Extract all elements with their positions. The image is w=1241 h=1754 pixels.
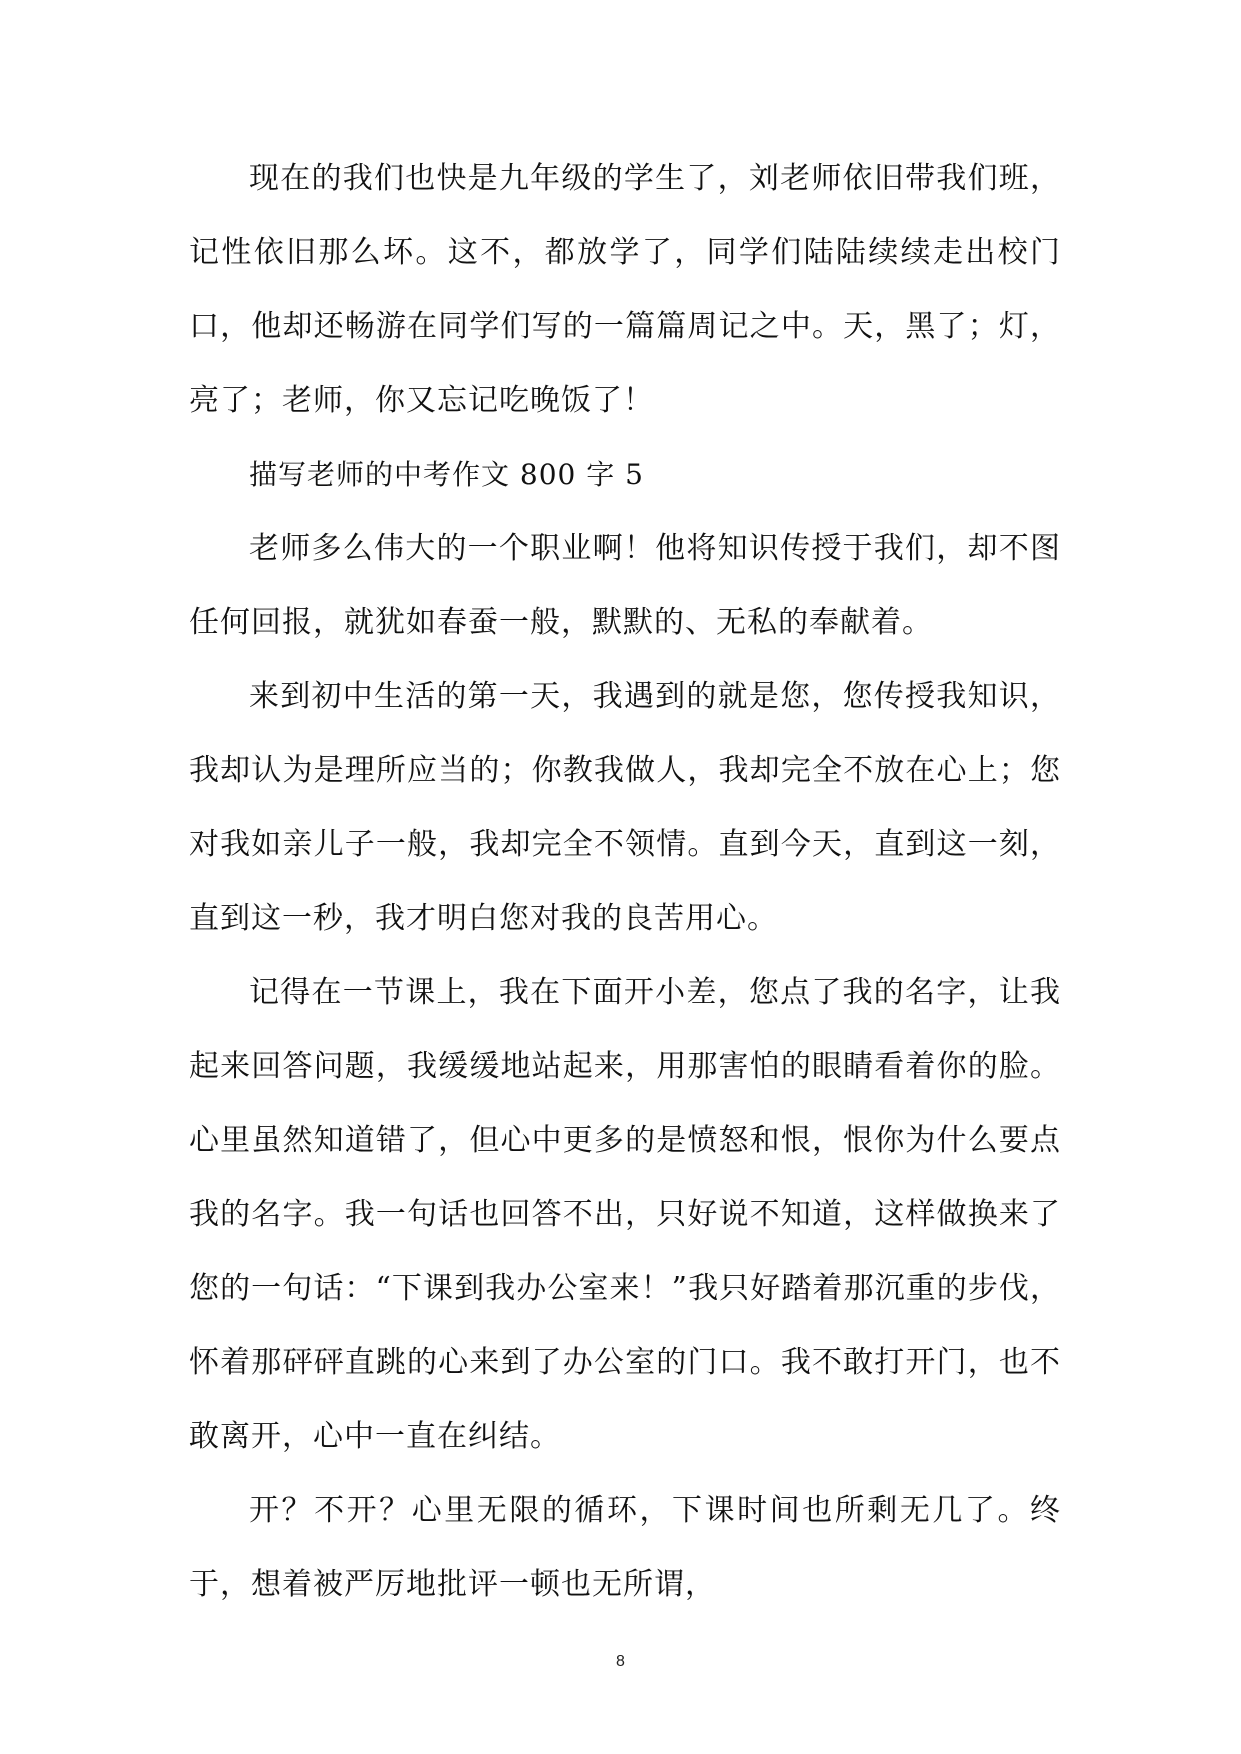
document-body xyxy=(189,142,1061,1622)
section-heading: 描写老师的中考作文 800 字 5 xyxy=(249,458,644,491)
paragraph-4: 记得在一节课上，我在下面开小差，您点了我的名字，让我起来回答问题，我缓缓地站起来，用那害怕的眼睛看着你的脸。心里虽然知道错了，但心中更多的是愤怒和恨，恨你为什么要点我的名字。我一句话也回答不出，只好说不知道，这样做换来了您的一句话：“下课到我办公室来！”我只好踏着那沉重的步伐，怀着那砰砰直跳的心来到了办公室的门口。我不敢打开门，也不敢离开，心中一直在纠结。 xyxy=(189,975,1061,1454)
paragraph-3: 来到初中生活的第一天，我遇到的就是您，您传授我知识，我却认为是理所应当的；你教我做人，我却完全不放在心上；您对我如亲儿子一般，我却完全不领情。直到今天，直到这一刻，直到这一秒，我才明白您对我的良苦用心。 xyxy=(189,679,1061,936)
paragraph-2: 老师多么伟大的一个职业啊！他将知识传授于我们，却不图任何回报，就犹如春蚕一般，默默的、无私的奉献着。 xyxy=(189,531,1061,640)
paragraph-1: 现在的我们也快是九年级的学生了，刘老师依旧带我们班，记性依旧那么坏。这不，都放学了，同学们陆陆续续走出校门口，他却还畅游在同学们写的一篇篇周记之中。天，黑了；灯，亮了；老师，你又忘记吃晚饭了！ xyxy=(189,161,1061,418)
paragraph-5: 开？不开？心里无限的循环，下课时间也所剩无几了。终于，想着被严厉地批评一顿也无所谓， xyxy=(189,1493,1061,1602)
page-number: 8 xyxy=(616,1653,625,1670)
